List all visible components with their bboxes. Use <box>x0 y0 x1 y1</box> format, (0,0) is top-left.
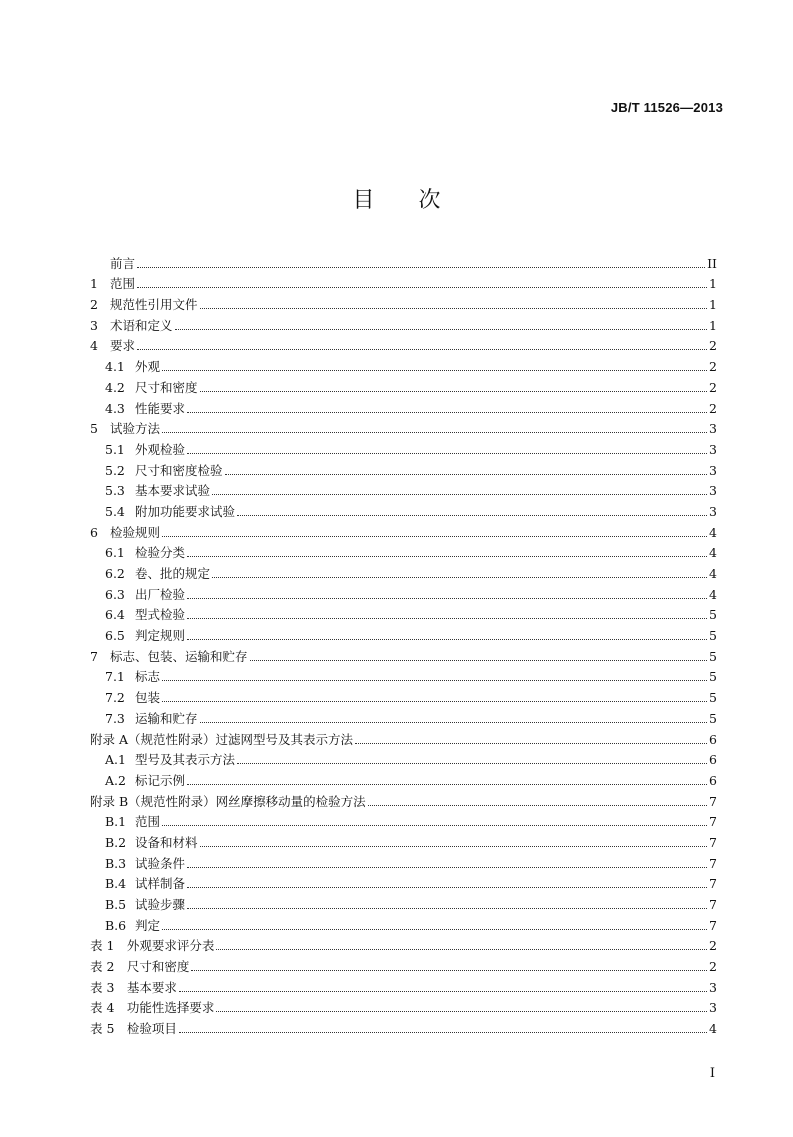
toc-entry-number: 7 <box>90 648 98 664</box>
toc-entry-label: 附录 A（规范性附录）过滤网型号及其表示方法 <box>90 731 354 747</box>
toc-entry[interactable] <box>90 540 717 561</box>
toc-entry-number: B.2 <box>105 834 127 850</box>
toc-entry-number: 7.2 <box>105 690 125 706</box>
toc-entry-label: 外观 <box>135 359 161 375</box>
toc-entry[interactable] <box>90 643 717 664</box>
toc-entry[interactable] <box>90 395 717 416</box>
toc-entry-label: 判定规则 <box>135 628 186 644</box>
toc-entry-page: 5 <box>709 628 717 644</box>
toc-entry-number: 5 <box>90 421 98 437</box>
toc-entry-page: 3 <box>709 1000 717 1016</box>
dot-leader <box>162 431 707 433</box>
toc-entry[interactable] <box>90 953 717 974</box>
standard-code: JB/T 11526—2013 <box>610 100 723 115</box>
page-number: I <box>709 1066 715 1081</box>
toc-entry[interactable] <box>90 788 717 809</box>
toc-entry-page: 6 <box>709 731 717 747</box>
toc-entry-number: 5.1 <box>105 441 125 457</box>
toc-entry-number: 3 <box>90 317 98 333</box>
toc-entry[interactable] <box>90 374 717 395</box>
dot-leader <box>179 990 707 992</box>
toc-entry-label: 表 3 基本要求 <box>90 979 177 995</box>
dot-leader <box>187 597 707 599</box>
toc-entry-page: 5 <box>709 648 717 664</box>
dot-leader <box>187 411 707 413</box>
toc-entry-label: 外观检验 <box>135 441 186 457</box>
toc-entry-page: 5 <box>709 607 717 623</box>
toc-entry[interactable] <box>90 684 717 705</box>
toc-entry-number: B.5 <box>105 897 127 912</box>
toc-entry[interactable] <box>90 478 717 499</box>
toc-entry-page: 6 <box>709 752 717 768</box>
toc-entry-page: 2 <box>709 400 717 416</box>
dot-leader <box>187 638 707 640</box>
toc-entry-page: 3 <box>709 421 717 437</box>
toc-entry-page: 3 <box>709 462 717 478</box>
toc-entry-number: 7.1 <box>105 669 125 685</box>
dot-leader <box>200 390 707 392</box>
toc-entry-page: 7 <box>709 917 717 933</box>
toc-entry[interactable] <box>90 767 717 788</box>
toc-entry-number: 6 <box>90 524 98 540</box>
toc-entry-label: 表 4 功能性选择要求 <box>90 1000 215 1016</box>
dot-leader <box>179 1031 707 1033</box>
toc-entry-page: 1 <box>709 297 717 313</box>
table-of-contents <box>90 250 717 1036</box>
toc-entry-page: 2 <box>709 959 717 975</box>
toc-entry-number: 6.2 <box>105 566 125 581</box>
toc-entry-label: 卷、批的规定 <box>135 566 211 581</box>
toc-entry-page: 1 <box>709 317 717 333</box>
toc-entry-label: 试样制备 <box>135 876 186 892</box>
toc-entry-page: 6 <box>709 772 717 788</box>
toc-entry-page: 2 <box>709 938 717 954</box>
toc-entry-page: II <box>707 255 717 271</box>
toc-entry-number: 2 <box>90 297 98 313</box>
dot-leader <box>187 783 707 785</box>
dot-leader <box>212 576 707 578</box>
toc-entry-label: 试验步骤 <box>135 897 186 912</box>
toc-entry-number: 4.2 <box>105 379 125 395</box>
dot-leader <box>200 721 707 723</box>
dot-leader <box>187 555 707 557</box>
toc-entry[interactable] <box>90 602 717 623</box>
page-title: 目次 <box>352 188 485 213</box>
dot-leader <box>368 804 707 806</box>
toc-entry[interactable] <box>90 271 717 292</box>
toc-entry-page: 5 <box>709 690 717 706</box>
toc-entry-page: 2 <box>709 338 717 354</box>
toc-entry-page: 7 <box>709 876 717 892</box>
toc-entry-label: 运输和贮存 <box>135 710 198 726</box>
dot-leader <box>187 907 707 909</box>
toc-entry[interactable] <box>90 622 717 643</box>
dot-leader <box>162 369 707 371</box>
dot-leader <box>137 286 707 288</box>
toc-entry-number: 5.2 <box>105 462 125 478</box>
dot-leader <box>187 452 707 454</box>
toc-entry-page: 3 <box>709 503 717 519</box>
toc-entry-number: 5.4 <box>105 503 125 519</box>
toc-entry-label: 包装 <box>135 690 161 706</box>
toc-entry-page: 3 <box>709 441 717 457</box>
toc-entry-number: 6.4 <box>105 607 125 623</box>
toc-entry-label: 标志 <box>135 669 161 685</box>
toc-entry[interactable] <box>90 664 717 685</box>
dot-leader <box>175 328 707 330</box>
dot-leader <box>225 473 707 475</box>
toc-entry-label: 出厂检验 <box>135 586 186 602</box>
toc-entry-number: B.6 <box>105 917 127 933</box>
toc-entry-page: 5 <box>709 669 717 685</box>
toc-entry-label: 检验分类 <box>135 545 186 561</box>
toc-entry-page: 4 <box>709 1021 717 1037</box>
toc-entry-number: 4.3 <box>105 400 125 416</box>
dot-leader <box>187 617 707 619</box>
toc-entry-number: 4 <box>90 338 98 354</box>
toc-entry[interactable] <box>90 457 717 478</box>
toc-entry-number: 5.3 <box>105 483 125 499</box>
dot-leader <box>355 742 707 744</box>
toc-entry-label: 判定 <box>135 917 161 933</box>
toc-entry-label: 型号及其表示方法 <box>135 752 236 768</box>
toc-entry[interactable] <box>90 560 717 581</box>
toc-entry-number: 6.5 <box>105 628 125 644</box>
dot-leader <box>250 659 707 661</box>
dot-leader <box>162 679 707 681</box>
toc-entry[interactable] <box>90 933 717 954</box>
toc-entry-label: 基本要求试验 <box>135 483 211 499</box>
toc-entry-label: 术语和定义 <box>110 317 173 333</box>
toc-entry-page: 1 <box>709 276 717 292</box>
toc-entry[interactable] <box>90 436 717 457</box>
toc-entry[interactable] <box>90 353 717 374</box>
toc-entry-page: 4 <box>709 545 717 561</box>
toc-entry-label: 要求 <box>110 338 136 354</box>
dot-leader <box>162 535 707 537</box>
toc-entry[interactable] <box>90 809 717 830</box>
toc-entry-label: 标记示例 <box>135 772 186 788</box>
toc-entry-label: 表 2 尺寸和密度 <box>90 959 190 975</box>
toc-entry-label: 试验条件 <box>135 855 186 871</box>
toc-entry-label: 标志、包装、运输和贮存 <box>110 648 248 664</box>
toc-entry-page: 3 <box>709 483 717 499</box>
toc-entry-label: 表 5 检验项目 <box>90 1021 177 1037</box>
toc-entry-page: 4 <box>709 524 717 540</box>
toc-entry-number: 6.1 <box>105 545 125 561</box>
dot-leader <box>216 948 707 950</box>
dot-leader <box>137 348 707 350</box>
toc-entry-page: 7 <box>709 855 717 871</box>
dot-leader <box>200 845 707 847</box>
toc-entry-page: 3 <box>709 979 717 995</box>
toc-entry-label: 表 1 外观要求评分表 <box>90 938 215 954</box>
dot-leader <box>187 866 707 868</box>
toc-entry[interactable] <box>90 995 717 1016</box>
toc-entry-label: 附录 B（规范性附录）网丝摩擦移动量的检验方法 <box>90 793 366 809</box>
toc-entry-label: 范围 <box>135 814 161 830</box>
toc-entry[interactable] <box>90 1015 717 1036</box>
dot-leader <box>200 307 707 309</box>
toc-entry-label: 设备和材料 <box>135 834 198 850</box>
toc-entry-number: 7.3 <box>105 710 125 726</box>
toc-entry-page: 2 <box>709 359 717 375</box>
toc-entry-label: 试验方法 <box>110 421 161 437</box>
toc-entry-page: 4 <box>709 566 717 581</box>
toc-entry-label: 附加功能要求试验 <box>135 503 236 519</box>
toc-entry-number: 6.3 <box>105 586 125 602</box>
toc-entry[interactable] <box>90 291 717 312</box>
toc-entry-label: 前言 <box>110 255 136 271</box>
toc-entry-number: A.1 <box>105 752 126 768</box>
dot-leader <box>237 762 707 764</box>
toc-entry-label: 尺寸和密度 <box>135 379 198 395</box>
toc-entry-label: 尺寸和密度检验 <box>135 462 223 478</box>
toc-entry-number: 1 <box>90 276 98 292</box>
toc-entry[interactable] <box>90 581 717 602</box>
toc-entry-label: 范围 <box>110 276 136 292</box>
dot-leader <box>191 969 707 971</box>
toc-entry[interactable] <box>90 498 717 519</box>
toc-entry[interactable] <box>90 705 717 726</box>
toc-entry[interactable] <box>90 416 717 437</box>
toc-entry-page: 5 <box>709 710 717 726</box>
toc-entry-label: 规范性引用文件 <box>110 297 198 313</box>
toc-entry[interactable] <box>90 912 717 933</box>
toc-entry-label: 检验规则 <box>110 524 161 540</box>
toc-entry-page: 7 <box>709 793 717 809</box>
toc-entry-page: 2 <box>709 379 717 395</box>
toc-entry-number: B.4 <box>105 876 127 892</box>
dot-leader <box>237 514 707 516</box>
dot-leader <box>162 928 707 930</box>
toc-entry-page: 7 <box>709 834 717 850</box>
dot-leader <box>162 824 707 826</box>
toc-entry-number: A.2 <box>105 772 126 788</box>
toc-entry-label: 型式检验 <box>135 607 186 623</box>
toc-entry[interactable] <box>90 974 717 995</box>
toc-entry-number: B.1 <box>105 814 127 830</box>
dot-leader <box>137 266 705 268</box>
toc-entry[interactable] <box>90 891 717 912</box>
toc-entry[interactable] <box>90 312 717 333</box>
toc-entry-number: B.3 <box>105 855 127 871</box>
toc-entry-page: 7 <box>709 897 717 912</box>
toc-entry[interactable] <box>90 850 717 871</box>
toc-entry-page: 4 <box>709 586 717 602</box>
toc-entry[interactable] <box>90 519 717 540</box>
toc-entry[interactable] <box>90 250 717 271</box>
toc-entry[interactable] <box>90 829 717 850</box>
toc-entry[interactable] <box>90 333 717 354</box>
toc-entry-page: 7 <box>709 814 717 830</box>
toc-entry-number: 4.1 <box>105 359 125 375</box>
dot-leader <box>216 1010 707 1012</box>
dot-leader <box>187 886 707 888</box>
dot-leader <box>162 700 707 702</box>
toc-entry-label: 性能要求 <box>135 400 186 416</box>
toc-entry[interactable] <box>90 747 717 768</box>
toc-entry[interactable] <box>90 726 717 747</box>
toc-entry[interactable] <box>90 871 717 892</box>
dot-leader <box>212 493 707 495</box>
